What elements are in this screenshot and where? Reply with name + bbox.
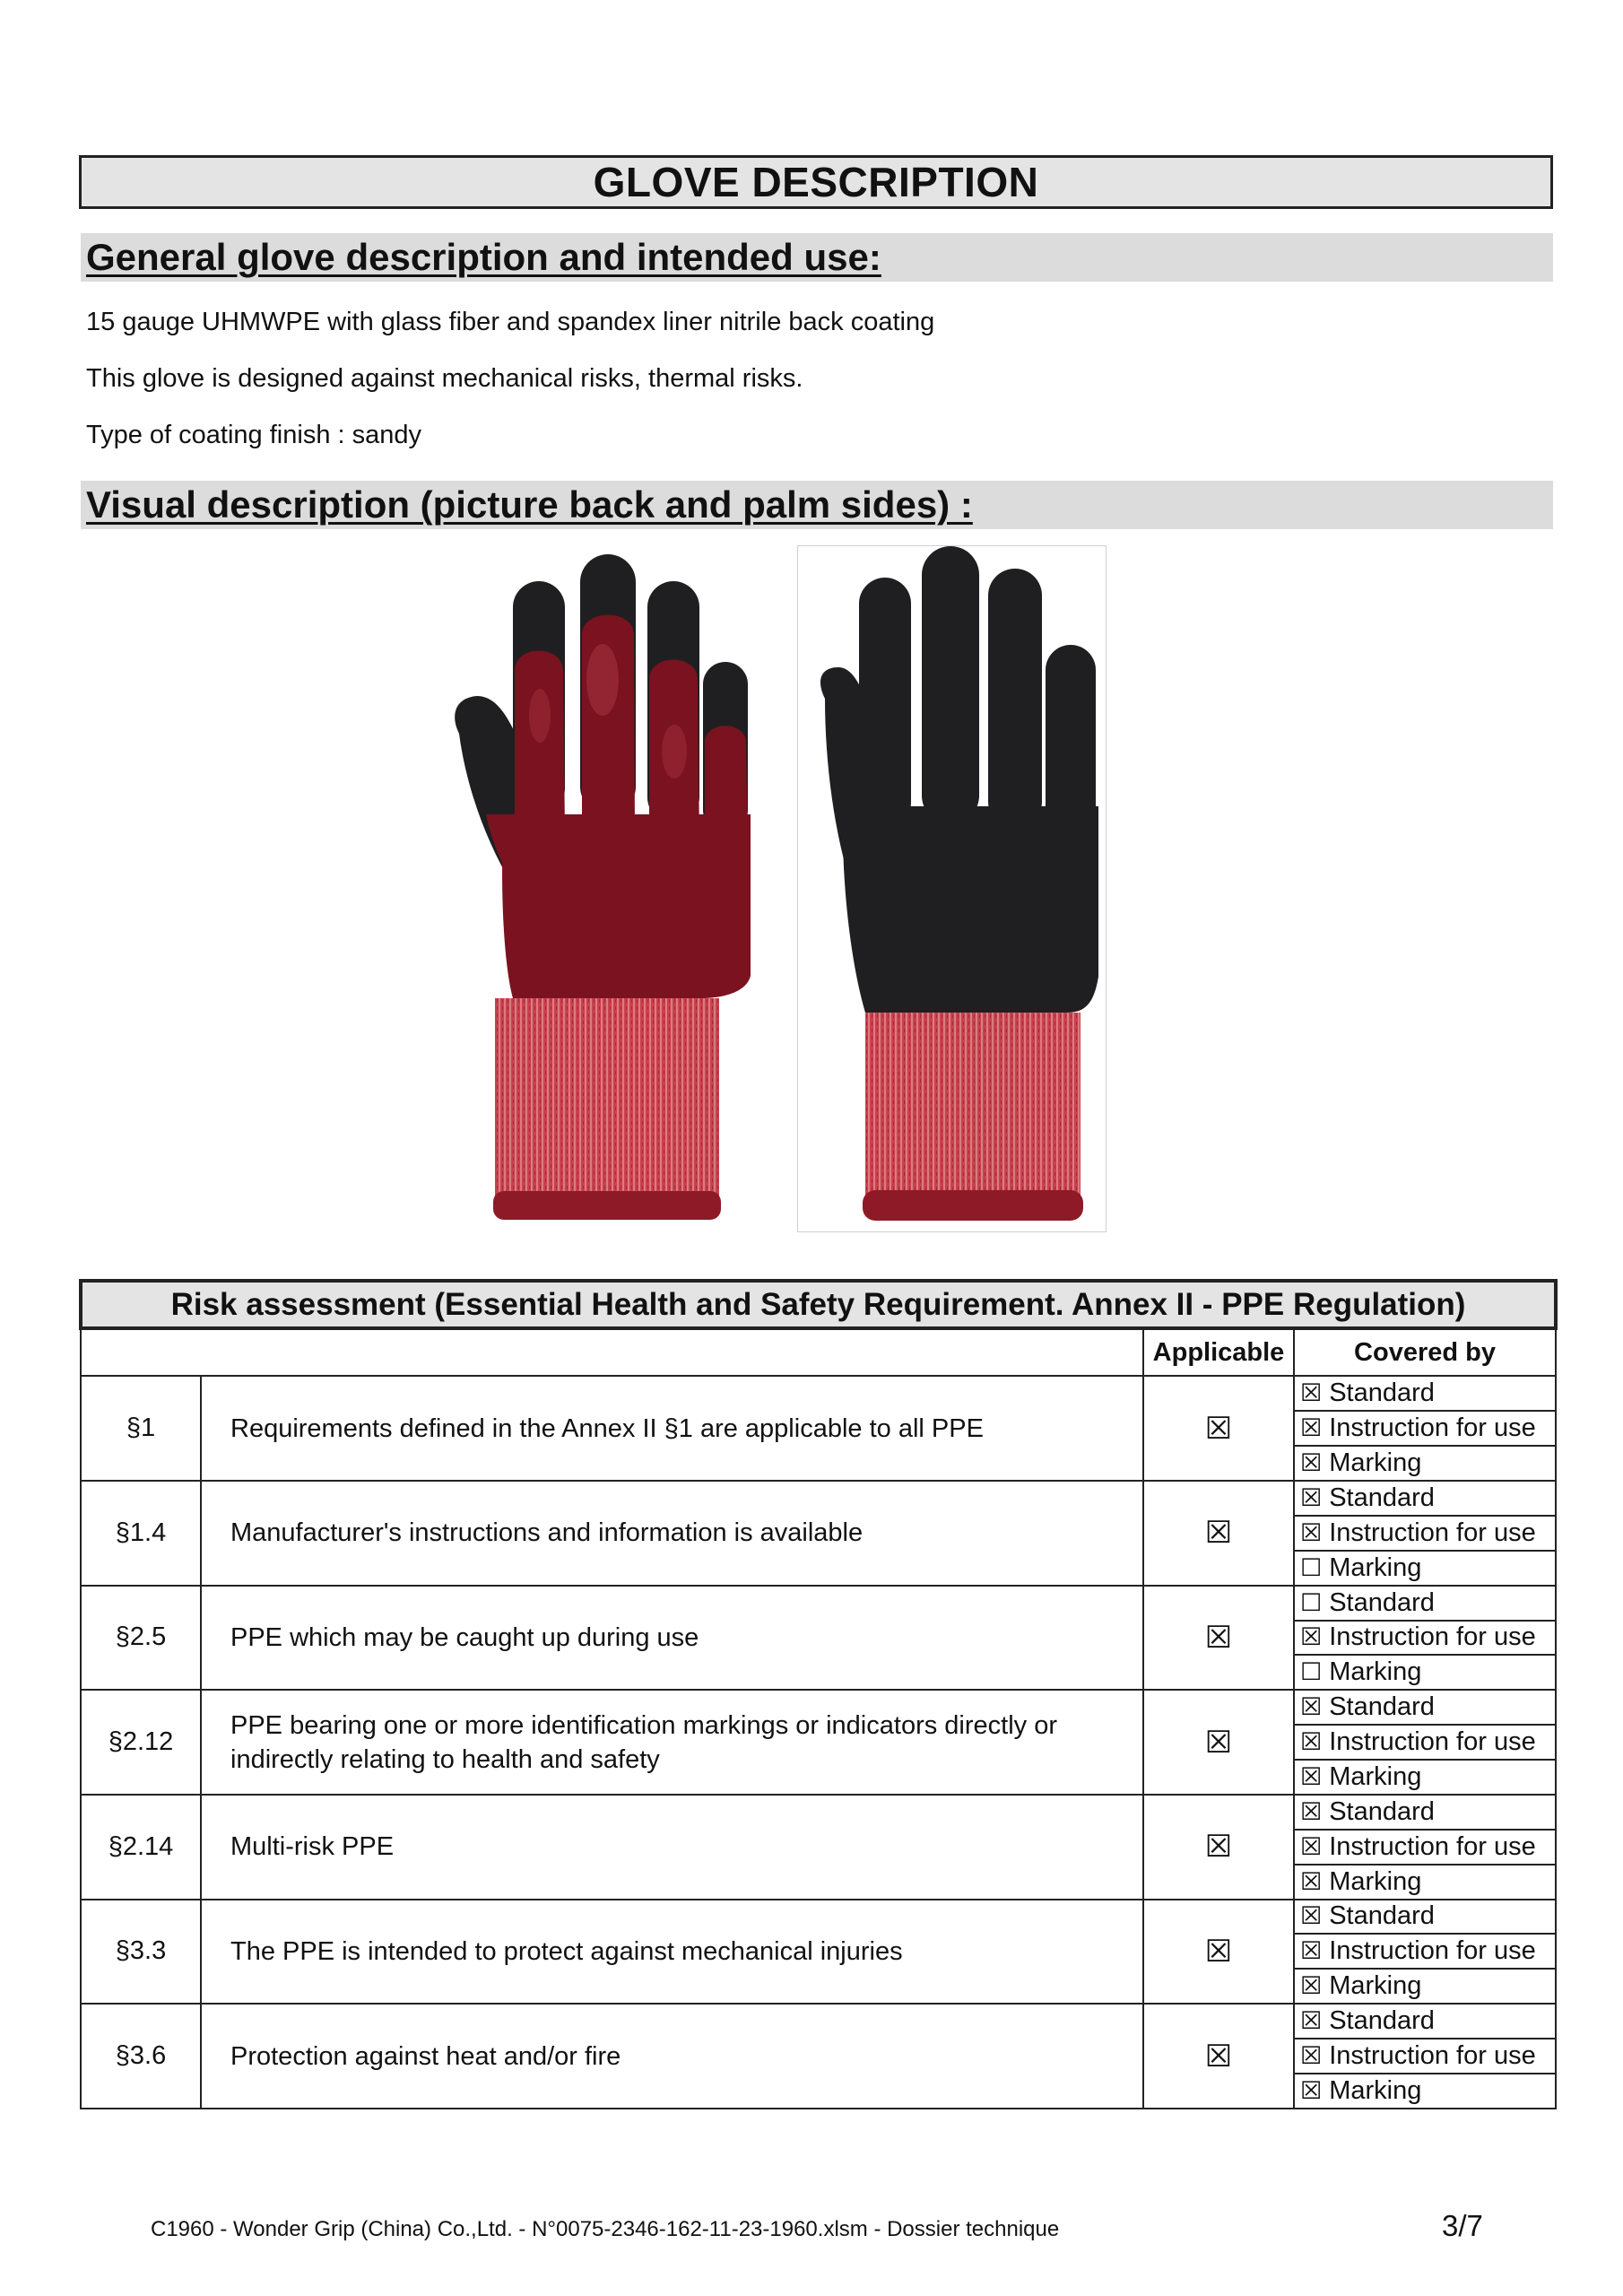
checked-box-icon[interactable]: ☒ [1300,1867,1323,1896]
checked-box-icon[interactable]: ☒ [1300,1728,1323,1757]
covered-by-item [1294,1934,1556,1969]
checked-box-icon[interactable]: ☒ [1300,1693,1323,1722]
covered-by-item [1294,1586,1556,1621]
covered-by-item [1294,1446,1556,1481]
page-number: 3/7 [1442,2209,1483,2242]
applicable-checkbox[interactable]: ☒ [1143,1900,1294,2005]
covered-by-label: Standard [1329,1587,1435,1617]
covered-by-label: Marking [1329,1866,1422,1896]
risk-requirement-text: The PPE is intended to protect against mechanical injuries [201,1900,1143,2005]
unchecked-box-icon[interactable]: ☐ [1300,1588,1323,1617]
risk-section-number: §1 [81,1376,201,1481]
risk-table-title: Risk assessment (Essential Health and Safety Requirement. Annex II - PPE Regulation) [81,1281,1556,1328]
risk-row-line [81,1586,1556,1621]
covered-by-label: Marking [1329,1657,1422,1687]
covered-by-item [1294,1725,1556,1760]
covered-by-label: Marking [1329,1761,1422,1791]
applicable-checkbox[interactable]: ☒ [1143,1586,1294,1691]
risk-requirement-text: Requirements defined in the Annex II §1 are applicable to all PPE [201,1376,1143,1481]
unchecked-box-icon[interactable]: ☐ [1300,1553,1323,1582]
covered-by-label: Standard [1329,1483,1435,1512]
risk-section-number: §1.4 [81,1481,201,1586]
covered-by-item [1294,1376,1556,1411]
checked-box-icon[interactable]: ☒ [1300,1797,1323,1826]
risk-row-line [81,1900,1556,1935]
covered-by-item [1294,1900,1556,1935]
applicable-checkbox[interactable]: ☒ [1143,1481,1294,1586]
checked-box-icon[interactable]: ☒ [1300,1762,1323,1791]
glove-palm-illustration [798,546,1107,1233]
covered-by-label: Instruction for use [1329,1831,1536,1861]
applicable-checkbox[interactable]: ☒ [1143,1376,1294,1481]
general-line-coating: Type of coating finish : sandy [86,421,421,449]
covered-by-label: Standard [1329,1692,1435,1722]
checked-box-icon[interactable]: ☒ [1300,1414,1323,1443]
general-line-liner: 15 gauge UHMWPE with glass fiber and spandex liner nitrile back coating [86,308,935,336]
glove-palm-photo [797,545,1107,1232]
covered-by-label: Marking [1329,1971,1422,2001]
risk-section-number: §3.6 [81,2004,201,2109]
visual-description-heading [81,481,1553,529]
general-description-heading-text: General glove description and intended use: [86,236,881,278]
checked-box-icon[interactable]: ☒ [1300,1902,1323,1931]
covered-by-label: Marking [1329,1448,1422,1478]
risk-row-line [81,1376,1556,1411]
covered-by-label: Marking [1329,2075,1422,2105]
risk-requirement-text: Multi-risk PPE [201,1795,1143,1900]
covered-by-item [1294,1865,1556,1900]
applicable-checkbox[interactable]: ☒ [1143,1690,1294,1795]
unchecked-box-icon[interactable]: ☐ [1300,1658,1323,1687]
checked-box-icon[interactable]: ☒ [1300,1379,1323,1408]
covered-by-item [1294,1795,1556,1830]
covered-by-column-header: Covered by [1294,1328,1556,1376]
risk-row-line [81,2004,1556,2039]
covered-by-label: Instruction for use [1329,1518,1536,1547]
covered-by-item [1294,2039,1556,2074]
covered-by-item [1294,1760,1556,1795]
covered-by-label: Standard [1329,1901,1435,1931]
checked-box-icon[interactable]: ☒ [1300,2076,1323,2105]
risk-section-number: §2.5 [81,1586,201,1691]
covered-by-item [1294,1411,1556,1446]
glove-back-photo [450,545,755,1232]
risk-requirement-text: PPE which may be caught up during use [201,1586,1143,1691]
covered-by-item [1294,1969,1556,2004]
footer-document-reference: C1960 - Wonder Grip (China) Co.,Ltd. - N°0075-2346-162-11-23-1960.xlsm - Dossier technique [151,2217,1060,2241]
risk-requirement-text: PPE bearing one or more identification markings or indicators directly or indirectly relating to health and safety [201,1690,1143,1795]
checked-box-icon[interactable]: ☒ [1300,1972,1323,2001]
risk-assessment-table [79,1279,1558,2109]
covered-by-item [1294,2004,1556,2039]
covered-by-item [1294,1516,1556,1551]
covered-by-item [1294,2074,1556,2109]
covered-by-item [1294,1830,1556,1865]
covered-by-label: Standard [1329,1796,1435,1826]
general-description-heading [81,233,1553,282]
glove-back-illustration [450,545,755,1232]
covered-by-item [1294,1690,1556,1725]
risk-row-line [81,1795,1556,1830]
covered-by-item [1294,1551,1556,1586]
covered-by-item [1294,1655,1556,1690]
visual-description-heading-text: Visual description (picture back and palm sides) : [86,483,973,526]
general-line-risks: This glove is designed against mechanical risks, thermal risks. [86,364,803,393]
covered-by-label: Instruction for use [1329,1727,1536,1757]
risk-section-number: §2.12 [81,1690,201,1795]
risk-row-line [81,1481,1556,1516]
covered-by-label: Instruction for use [1329,1622,1536,1652]
risk-requirement-text: Manufacturer's instructions and information is available [201,1481,1143,1586]
checked-box-icon[interactable]: ☒ [1300,2007,1323,2036]
checked-box-icon[interactable]: ☒ [1300,1937,1323,1966]
checked-box-icon[interactable]: ☒ [1300,1518,1323,1547]
covered-by-item [1294,1621,1556,1656]
applicable-checkbox[interactable]: ☒ [1143,2004,1294,2109]
covered-by-label: Marking [1329,1552,1422,1582]
covered-by-label: Instruction for use [1329,1413,1536,1443]
checked-box-icon[interactable]: ☒ [1300,1483,1323,1512]
covered-by-item [1294,1481,1556,1516]
header-blank-cell [81,1328,1143,1376]
page-title: GLOVE DESCRIPTION [79,155,1553,209]
applicable-column-header: Applicable [1143,1328,1294,1376]
risk-row-line [81,1690,1556,1725]
risk-section-number: §2.14 [81,1795,201,1900]
checked-box-icon[interactable]: ☒ [1300,1832,1323,1861]
checked-box-icon[interactable]: ☒ [1300,1623,1323,1652]
covered-by-label: Instruction for use [1329,1936,1536,1966]
applicable-checkbox[interactable]: ☒ [1143,1795,1294,1900]
covered-by-label: Instruction for use [1329,2040,1536,2070]
checked-box-icon[interactable]: ☒ [1300,1449,1323,1478]
covered-by-label: Standard [1329,2006,1435,2036]
covered-by-label: Standard [1329,1378,1435,1408]
checked-box-icon[interactable]: ☒ [1300,2041,1323,2070]
risk-section-number: §3.3 [81,1900,201,2005]
risk-requirement-text: Protection against heat and/or fire [201,2004,1143,2109]
